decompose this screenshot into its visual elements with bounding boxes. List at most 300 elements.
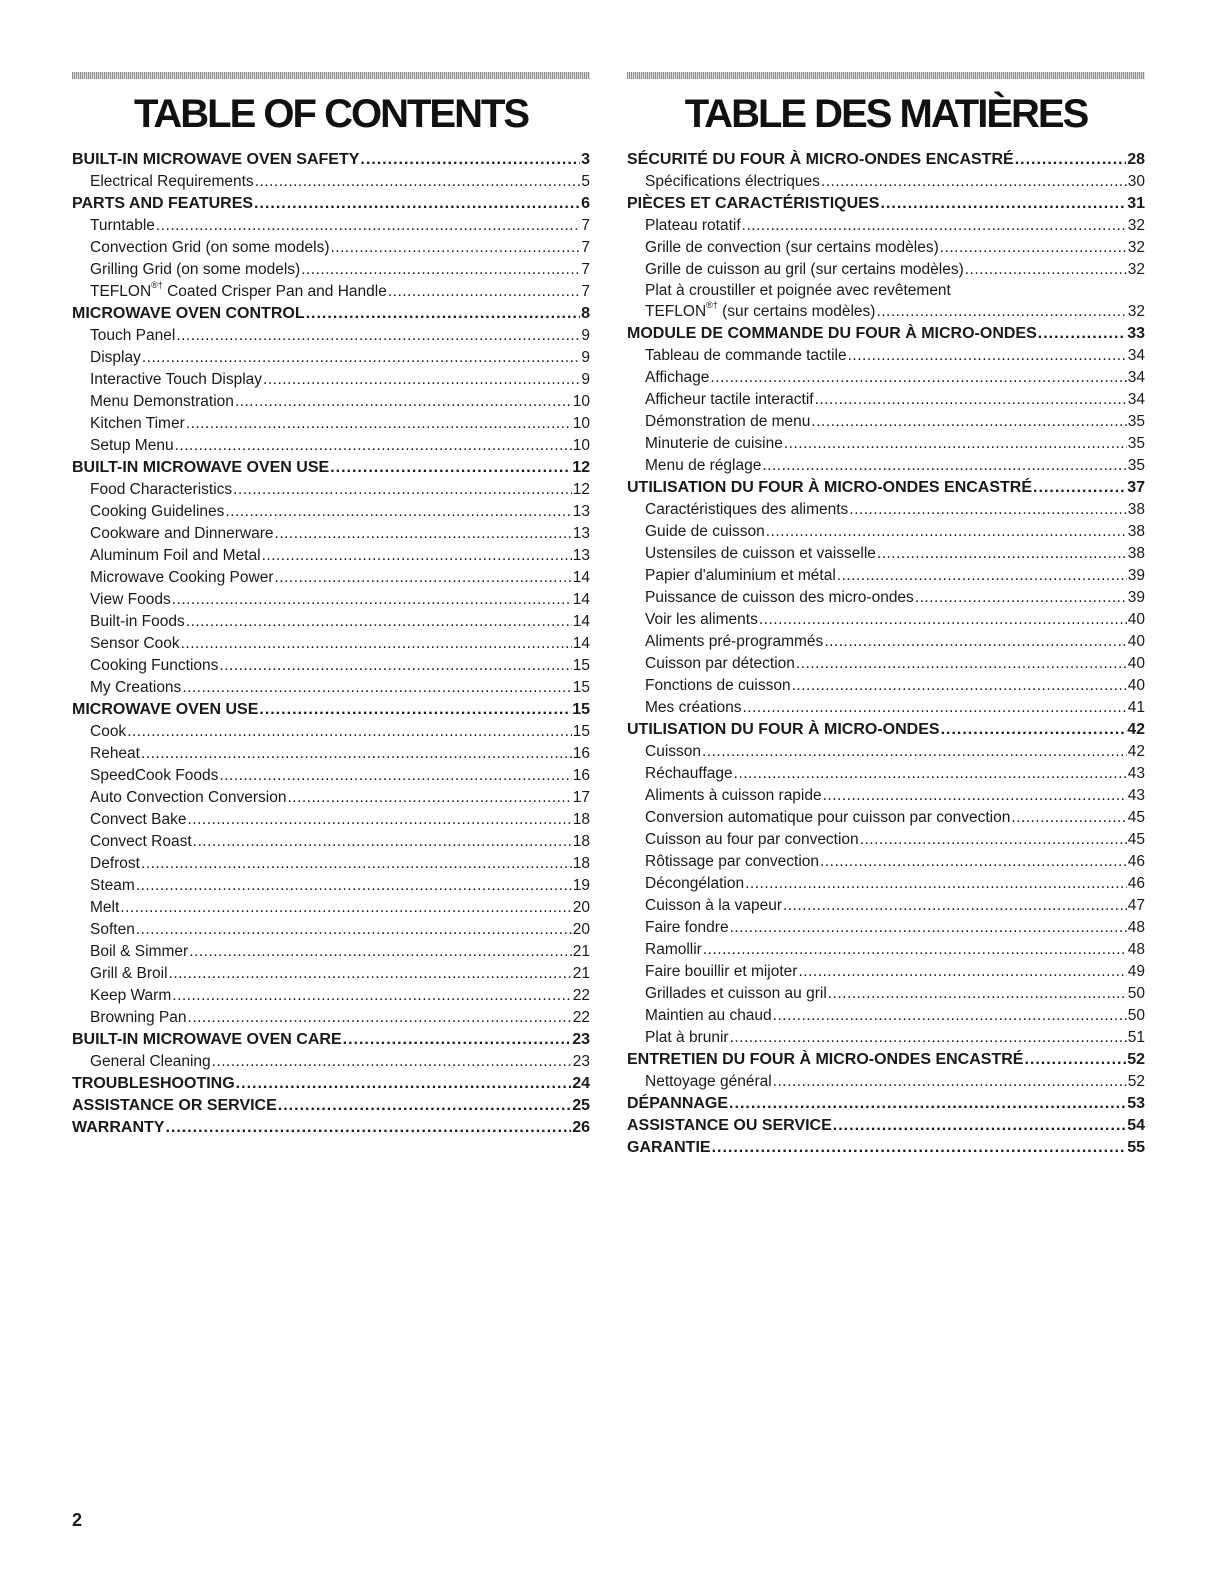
toc-subsection-entry — [72, 809, 590, 831]
toc-page-number: 42 — [1127, 721, 1145, 738]
toc-entry-label: Convect Bake — [90, 811, 187, 828]
toc-entry-label: Boil & Simmer — [90, 943, 189, 960]
toc-page-number: 48 — [1127, 919, 1145, 936]
toc-entry-label: TROUBLESHOOTING — [72, 1075, 235, 1092]
toc-subsection-entry — [627, 873, 1145, 895]
toc-page-number: 53 — [1127, 1095, 1145, 1112]
toc-page-number: 20 — [572, 921, 590, 938]
dot-leader — [729, 1093, 1126, 1115]
toc-subsection-entry — [72, 479, 590, 501]
dot-leader — [172, 589, 572, 611]
dot-leader — [762, 455, 1126, 477]
toc-subsection-entry — [72, 171, 590, 193]
dot-leader — [702, 741, 1127, 763]
toc-page-number: 40 — [1127, 677, 1145, 694]
dot-leader — [815, 389, 1127, 411]
toc-section-heading — [627, 323, 1145, 345]
toc-page-number: 21 — [572, 943, 590, 960]
toc-page-number: 32 — [1127, 303, 1145, 320]
dot-leader — [1015, 149, 1127, 171]
dot-leader — [176, 325, 580, 347]
toc-subsection-entry — [627, 1005, 1145, 1027]
dot-leader — [142, 347, 581, 369]
dot-leader — [792, 675, 1127, 697]
dot-leader — [275, 523, 572, 545]
toc-french-column — [627, 72, 1145, 1159]
toc-page-number: 23 — [572, 1053, 590, 1070]
dot-leader — [136, 875, 572, 897]
toc-entry-label: Cookware and Dinnerware — [90, 525, 274, 542]
toc-page-number: 40 — [1127, 611, 1145, 628]
toc-page-number: 21 — [572, 965, 590, 982]
toc-english-column — [72, 72, 590, 1139]
toc-entry-label: Décongélation — [645, 875, 745, 892]
dot-leader — [233, 479, 572, 501]
toc-entry-label: WARRANTY — [72, 1119, 165, 1136]
toc-subsection-entry — [72, 589, 590, 611]
toc-subsection-entry — [627, 961, 1145, 983]
toc-page-number: 22 — [572, 987, 590, 1004]
toc-page-number: 35 — [1127, 457, 1145, 474]
toc-page-number: 34 — [1127, 369, 1145, 386]
toc-page-number: 46 — [1127, 853, 1145, 870]
dot-leader — [880, 193, 1126, 215]
toc-subsection-entry — [72, 391, 590, 413]
dot-leader — [710, 367, 1126, 389]
dot-leader — [141, 743, 572, 765]
toc-page-number: 35 — [1127, 413, 1145, 430]
toc-section-heading — [627, 1115, 1145, 1137]
toc-entry-label: Guide de cuisson — [645, 523, 765, 540]
toc-page-number: 45 — [1127, 809, 1145, 826]
dot-leader — [941, 719, 1127, 741]
toc-subsection-entry — [72, 501, 590, 523]
toc-page-number: 6 — [581, 195, 590, 212]
dot-leader — [188, 1007, 572, 1029]
dot-leader — [141, 853, 572, 875]
dot-leader — [773, 1071, 1127, 1093]
toc-section-heading — [72, 1117, 590, 1139]
dot-leader — [263, 369, 580, 391]
toc-page-number: 50 — [1127, 1007, 1145, 1024]
dot-leader — [331, 237, 581, 259]
toc-page-number: 22 — [572, 1009, 590, 1026]
toc-subsection-entry — [627, 499, 1145, 521]
dot-leader — [287, 787, 571, 809]
toc-subsection-entry — [72, 567, 590, 589]
toc-subsection-entry — [72, 259, 590, 281]
toc-subsection-entry — [627, 653, 1145, 675]
toc-title-french: TABLE DES MATIÈRES — [684, 92, 1088, 136]
toc-entry-label: TEFLON®† Coated Crisper Pan and Handle — [90, 281, 387, 300]
dot-leader — [136, 919, 572, 941]
toc-subsection-entry — [627, 389, 1145, 411]
toc-entry-label: Nettoyage général — [645, 1073, 772, 1090]
dot-leader — [712, 1137, 1127, 1159]
dot-leader — [833, 1115, 1126, 1137]
toc-subsection-entry — [72, 545, 590, 567]
toc-entry-label: Auto Convection Conversion — [90, 789, 287, 806]
toc-subsection-entry — [627, 939, 1145, 961]
toc-entry-label: Démonstration de menu — [645, 413, 811, 430]
toc-subsection-entry — [627, 171, 1145, 193]
toc-subsection-entry — [627, 741, 1145, 763]
toc-page-number: 12 — [572, 481, 590, 498]
toc-entry-label: Grillades et cuisson au gril — [645, 985, 827, 1002]
toc-entry-label: Voir les aliments — [645, 611, 758, 628]
toc-page-number: 40 — [1127, 633, 1145, 650]
toc-entry-label: MICROWAVE OVEN CONTROL — [72, 305, 305, 322]
toc-subsection-entry — [72, 897, 590, 919]
dot-leader — [876, 301, 1126, 323]
toc-page-number: 5 — [581, 173, 590, 190]
toc-entry-label: BUILT-IN MICROWAVE OVEN USE — [72, 459, 330, 476]
toc-entry-label: PIÈCES ET CARACTÉRISTIQUES — [627, 195, 880, 212]
dot-leader — [278, 1095, 571, 1117]
toc-entry-label: Affichage — [645, 369, 710, 386]
toc-entry-label: MICROWAVE OVEN USE — [72, 701, 259, 718]
dot-leader — [235, 391, 572, 413]
dot-leader — [860, 829, 1127, 851]
toc-entries-french — [627, 149, 1145, 1159]
toc-page-number: 32 — [1127, 239, 1145, 256]
toc-subsection-entry — [627, 917, 1145, 939]
toc-subsection-entry — [72, 281, 590, 303]
toc-page-number: 28 — [1127, 151, 1145, 168]
toc-subsection-entry — [627, 565, 1145, 587]
toc-page-number: 13 — [572, 503, 590, 520]
toc-page-number: 42 — [1127, 743, 1145, 760]
page-number: 2 — [72, 1510, 83, 1530]
toc-subsection-entry — [72, 853, 590, 875]
toc-subsection-entry — [72, 875, 590, 897]
toc-page-number: 32 — [1127, 261, 1145, 278]
dot-leader — [120, 897, 571, 919]
toc-entry-label: Browning Pan — [90, 1009, 187, 1026]
dot-leader — [156, 215, 580, 237]
toc-page-number: 13 — [572, 525, 590, 542]
dot-leader — [742, 697, 1126, 719]
toc-subsection-entry — [627, 763, 1145, 785]
toc-entry-label: Cooking Guidelines — [90, 503, 225, 520]
toc-entry-label: My Creations — [90, 679, 182, 696]
toc-entry-label: Keep Warm — [90, 987, 172, 1004]
toc-subsection-entry — [72, 743, 590, 765]
toc-subsection-entry — [72, 347, 590, 369]
toc-page-number: 3 — [581, 151, 590, 168]
toc-page-number: 24 — [572, 1075, 590, 1092]
toc-subsection-entry — [72, 721, 590, 743]
toc-entry-label: PARTS AND FEATURES — [72, 195, 254, 212]
dot-leader — [255, 171, 581, 193]
toc-entry-label-line: Plat à croustiller et poignée avec revêtement — [645, 282, 951, 299]
dot-leader — [193, 831, 572, 853]
dot-leader — [181, 633, 572, 655]
dot-leader — [783, 895, 1127, 917]
toc-subsection-entry — [627, 587, 1145, 609]
dot-leader — [1033, 477, 1126, 499]
toc-page-number: 20 — [572, 899, 590, 916]
toc-page-number: 18 — [572, 811, 590, 828]
toc-subsection-entry — [72, 1007, 590, 1029]
toc-entry-label: Fonctions de cuisson — [645, 677, 791, 694]
toc-entry-label: Maintien au chaud — [645, 1007, 772, 1024]
toc-entry-label: BUILT-IN MICROWAVE OVEN CARE — [72, 1031, 342, 1048]
toc-page-number: 39 — [1127, 567, 1145, 584]
toc-section-heading — [72, 1073, 590, 1095]
dot-leader — [189, 941, 572, 963]
toc-page-number: 38 — [1127, 545, 1145, 562]
toc-entry-label: UTILISATION DU FOUR À MICRO-ONDES ENCASTRÉ — [627, 479, 1033, 496]
dot-leader — [219, 765, 571, 787]
toc-page-number: 34 — [1127, 391, 1145, 408]
toc-entry-label: Tableau de commande tactile — [645, 347, 847, 364]
toc-entry-label: GARANTIE — [627, 1139, 711, 1156]
dot-leader — [773, 1005, 1127, 1027]
toc-page-number: 7 — [581, 283, 590, 300]
dot-leader — [745, 873, 1127, 895]
dot-leader — [742, 215, 1127, 237]
dot-leader — [301, 259, 580, 281]
toc-subsection-entry — [72, 611, 590, 633]
dot-leader — [169, 963, 572, 985]
toc-entry-label: Menu Demonstration — [90, 393, 234, 410]
dot-leader — [175, 435, 572, 457]
toc-section-heading — [72, 193, 590, 215]
toc-subsection-entry — [72, 237, 590, 259]
toc-page-number: 9 — [581, 371, 590, 388]
toc-page-number: 18 — [572, 855, 590, 872]
dot-leader — [915, 587, 1127, 609]
toc-page-number: 39 — [1127, 589, 1145, 606]
toc-subsection-entry — [627, 785, 1145, 807]
toc-subsection-entry — [72, 435, 590, 457]
toc-entry-label: Minuterie de cuisine — [645, 435, 783, 452]
toc-subsection-entry — [627, 675, 1145, 697]
toc-entry-label: Grille de cuisson au gril (sur certains modèles) — [645, 261, 964, 278]
dot-leader — [186, 413, 572, 435]
toc-entry-label: Spécifications électriques — [645, 173, 820, 190]
toc-subsection-entry — [72, 677, 590, 699]
toc-page-number: 54 — [1127, 1117, 1145, 1134]
dot-leader — [824, 631, 1126, 653]
dot-leader — [811, 411, 1126, 433]
dot-leader — [262, 545, 572, 567]
toc-page-number: 34 — [1127, 347, 1145, 364]
toc-section-heading — [627, 1137, 1145, 1159]
dot-leader — [254, 193, 580, 215]
toc-subsection-entry — [72, 655, 590, 677]
dot-leader — [1038, 323, 1126, 345]
toc-page-number: 46 — [1127, 875, 1145, 892]
toc-section-heading — [627, 1049, 1145, 1071]
toc-subsection-entry — [72, 1051, 590, 1073]
toc-entry-label: Ramollir — [645, 941, 702, 958]
toc-page-number: 33 — [1127, 325, 1145, 342]
toc-page-number: 9 — [581, 349, 590, 366]
toc-subsection-entry — [627, 543, 1145, 565]
dot-leader — [127, 721, 572, 743]
toc-entry-label: Papier d'aluminium et métal — [645, 567, 836, 584]
dot-leader — [820, 851, 1127, 873]
toc-page-number: 7 — [581, 239, 590, 256]
toc-entry-label: Built-in Foods — [90, 613, 185, 630]
toc-entry-label: Faire fondre — [645, 919, 729, 936]
toc-subsection-entry — [627, 829, 1145, 851]
dot-leader — [259, 699, 571, 721]
toc-entry-label: BUILT-IN MICROWAVE OVEN SAFETY — [72, 151, 360, 168]
toc-subsection-entry — [72, 523, 590, 545]
toc-entry-label: Caractéristiques des aliments — [645, 501, 849, 518]
toc-page-number: 52 — [1127, 1073, 1145, 1090]
toc-entry-label: UTILISATION DU FOUR À MICRO-ONDES — [627, 721, 940, 738]
toc-entry-label: Touch Panel — [90, 327, 176, 344]
toc-page-number: 14 — [572, 569, 590, 586]
dot-leader — [219, 655, 571, 677]
toc-subsection-entry — [627, 237, 1145, 259]
toc-subsection-entry — [72, 413, 590, 435]
dot-leader — [330, 457, 571, 479]
toc-subsection-entry — [627, 433, 1145, 455]
dot-leader — [703, 939, 1127, 961]
toc-subsection-entry — [627, 215, 1145, 237]
toc-entry-label: Cuisson — [645, 743, 701, 760]
toc-page-number: 25 — [572, 1097, 590, 1114]
dot-leader — [849, 499, 1126, 521]
toc-entry-label: Electrical Requirements — [90, 173, 254, 190]
toc-section-heading — [72, 149, 590, 171]
toc-page-number: 10 — [572, 437, 590, 454]
toc-page-number: 15 — [572, 723, 590, 740]
dot-leader — [828, 983, 1127, 1005]
toc-entry-label: Interactive Touch Display — [90, 371, 263, 388]
dot-leader — [848, 345, 1127, 367]
toc-subsection-entry — [627, 259, 1145, 281]
toc-section-heading — [627, 1093, 1145, 1115]
dot-leader — [1011, 807, 1126, 829]
toc-page-number: 50 — [1127, 985, 1145, 1002]
dot-leader — [730, 917, 1127, 939]
toc-entry-label: Cook — [90, 723, 127, 740]
toc-section-heading — [627, 193, 1145, 215]
dot-leader — [784, 433, 1127, 455]
toc-page-number: 8 — [581, 305, 590, 322]
toc-entry-label: Defrost — [90, 855, 140, 872]
toc-subsection-entry — [627, 983, 1145, 1005]
toc-entry-label: Reheat — [90, 745, 140, 762]
toc-section-heading — [72, 1095, 590, 1117]
dot-leader — [360, 149, 580, 171]
toc-entry-label: Grille de convection (sur certains modèles) — [645, 239, 939, 256]
toc-page-number: 15 — [572, 679, 590, 696]
dot-leader — [306, 303, 581, 325]
toc-entry-label: Rôtissage par convection — [645, 853, 820, 870]
toc-subsection-entry — [627, 631, 1145, 653]
toc-entry-label: Mes créations — [645, 699, 742, 716]
toc-entry-label: General Cleaning — [90, 1053, 211, 1070]
toc-entry-label: Melt — [90, 899, 120, 916]
toc-subsection-entry — [627, 367, 1145, 389]
toc-entry-label: Afficheur tactile interactif — [645, 391, 814, 408]
toc-subsection-entry — [72, 787, 590, 809]
dot-leader — [821, 171, 1127, 193]
toc-entry-label: DÉPANNAGE — [627, 1095, 729, 1112]
toc-page-number: 14 — [572, 635, 590, 652]
toc-subsection-entry — [627, 455, 1145, 477]
toc-section-heading — [72, 699, 590, 721]
dot-leader — [798, 961, 1126, 983]
dot-leader — [877, 543, 1127, 565]
toc-entry-label: SpeedCook Foods — [90, 767, 219, 784]
toc-page-number: 10 — [572, 393, 590, 410]
dot-leader — [236, 1073, 572, 1095]
dot-leader — [388, 281, 581, 303]
toc-entry-label: ENTRETIEN DU FOUR À MICRO-ONDES ENCASTRÉ — [627, 1051, 1024, 1068]
toc-entry-label: ASSISTANCE OU SERVICE — [627, 1117, 832, 1134]
toc-page-number: 40 — [1127, 655, 1145, 672]
toc-page-number: 43 — [1127, 765, 1145, 782]
dot-leader — [965, 259, 1127, 281]
toc-entry-label: View Foods — [90, 591, 171, 608]
toc-entry-label: ASSISTANCE OR SERVICE — [72, 1097, 277, 1114]
toc-page-number: 35 — [1127, 435, 1145, 452]
dot-leader — [1024, 1049, 1126, 1071]
toc-page-number: 43 — [1127, 787, 1145, 804]
dot-leader — [734, 763, 1127, 785]
toc-subsection-entry — [72, 633, 590, 655]
toc-entry-label: Aliments à cuisson rapide — [645, 787, 822, 804]
toc-subsection-entry — [72, 765, 590, 787]
toc-subsection-entry — [72, 985, 590, 1007]
toc-page-number: 38 — [1127, 523, 1145, 540]
toc-page-number: 31 — [1127, 195, 1145, 212]
dot-leader — [212, 1051, 572, 1073]
toc-subsection-entry — [627, 895, 1145, 917]
toc-subsection-entry — [72, 941, 590, 963]
toc-page-number: 14 — [572, 591, 590, 608]
toc-page-number: 13 — [572, 547, 590, 564]
toc-entry-label: Ustensiles de cuisson et vaisselle — [645, 545, 876, 562]
toc-entry-label: Display — [90, 349, 141, 366]
toc-entry-label: Faire bouillir et mijoter — [645, 963, 798, 980]
toc-entry-label: Aluminum Foil and Metal — [90, 547, 261, 564]
dot-leader — [182, 677, 571, 699]
toc-page-number: 51 — [1127, 1029, 1145, 1046]
toc-page-number: 18 — [572, 833, 590, 850]
toc-entry-label: Réchauffage — [645, 765, 733, 782]
toc-page-number: 16 — [572, 767, 590, 784]
toc-entry-label: Plat à brunir — [645, 1029, 729, 1046]
toc-entry-label: Cuisson par détection — [645, 655, 795, 672]
toc-page-number: 30 — [1127, 173, 1145, 190]
toc-section-heading — [72, 457, 590, 479]
toc-entry-label: Aliments pré-programmés — [645, 633, 824, 650]
toc-subsection-entry — [627, 1027, 1145, 1049]
toc-entry-label: Turntable — [90, 217, 155, 234]
toc-page-number: 37 — [1127, 479, 1145, 496]
toc-entry-label: Plateau rotatif — [645, 217, 741, 234]
dot-leader — [188, 809, 572, 831]
toc-page-number: 32 — [1127, 217, 1145, 234]
top-rule — [627, 72, 1145, 79]
toc-entry-label: SÉCURITÉ DU FOUR À MICRO-ONDES ENCASTRÉ — [627, 151, 1014, 168]
toc-subsection-entry — [72, 325, 590, 347]
dot-leader — [759, 609, 1127, 631]
toc-section-heading — [627, 149, 1145, 171]
toc-entry-label: Cooking Functions — [90, 657, 219, 674]
toc-page-number: 7 — [581, 261, 590, 278]
toc-page-number: 14 — [572, 613, 590, 630]
